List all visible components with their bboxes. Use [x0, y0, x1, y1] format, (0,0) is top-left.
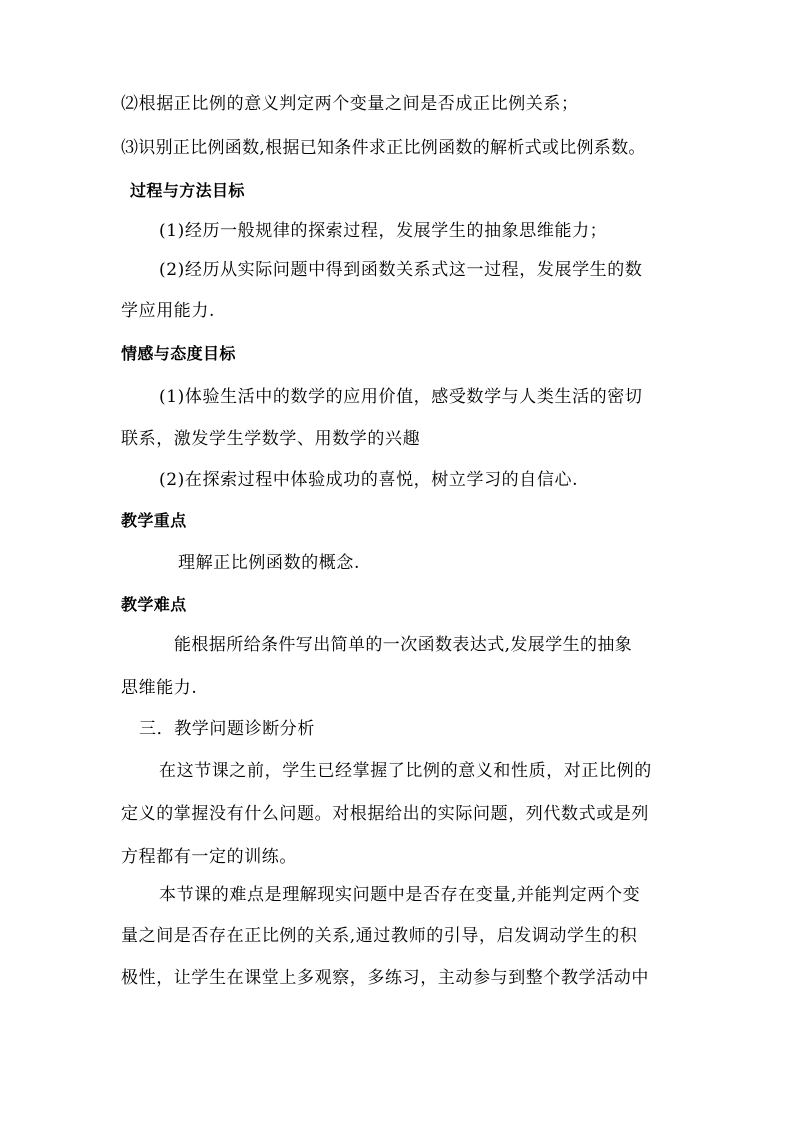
teaching-difficulty-line1: 能根据所给条件写出简单的一次函数表达式,发展学生的抽象	[174, 635, 633, 655]
process-goal-2-line1: (2)经历从实际问题中得到函数关系式这一过程，发展学生的数	[159, 260, 643, 280]
analysis-para1-line1: 在这节课之前，学生已经掌握了比例的意义和性质，对正比例的	[159, 761, 652, 781]
emotion-goal-2: (2)在探索过程中体验成功的喜悦，树立学习的自信心.	[159, 470, 579, 490]
objective-2: ⑵根据正比例的意义判定两个变量之间是否成正比例关系；	[121, 94, 579, 114]
teaching-difficulty-heading: 教学难点	[121, 595, 187, 614]
objective-3: ⑶识别正比例函数,根据已知条件求正比例函数的解析式或比例系数。	[121, 138, 646, 158]
emotion-goal-heading: 情感与态度目标	[121, 344, 236, 363]
section-3-title: 三．教学问题诊断分析	[139, 719, 315, 739]
teaching-key-heading: 教学重点	[121, 511, 187, 530]
process-goal-1: (1)经历一般规律的探索过程，发展学生的抽象思维能力；	[159, 221, 608, 241]
teaching-difficulty-line2: 思维能力.	[121, 678, 198, 698]
emotion-goal-1-line1: (1)体验生活中的数学的应用价值，感受数学与人类生活的密切	[159, 387, 643, 407]
analysis-para1-line2: 定义的掌握没有什么问题。对根据给出的实际问题，列代数式或是列	[121, 804, 649, 824]
analysis-para2-line3: 极性，让学生在课堂上多观察，多练习，主动参与到整个教学活动中	[121, 968, 649, 988]
analysis-para1-line3: 方程都有一定的训练。	[121, 847, 297, 867]
process-goal-2-line2: 学应用能力.	[121, 301, 216, 321]
analysis-para2-line2: 量之间是否存在正比例的关系,通过教师的引导，启发调动学生的积	[121, 926, 638, 946]
process-goal-heading: 过程与方法目标	[130, 181, 245, 200]
emotion-goal-1-line2: 联系，激发学生学数学、用数学的兴趣	[121, 429, 421, 449]
teaching-key-text: 理解正比例函数的概念.	[178, 553, 361, 573]
analysis-para2-line1: 本节课的难点是理解现实问题中是否存在变量,并能判定两个变	[159, 885, 641, 905]
